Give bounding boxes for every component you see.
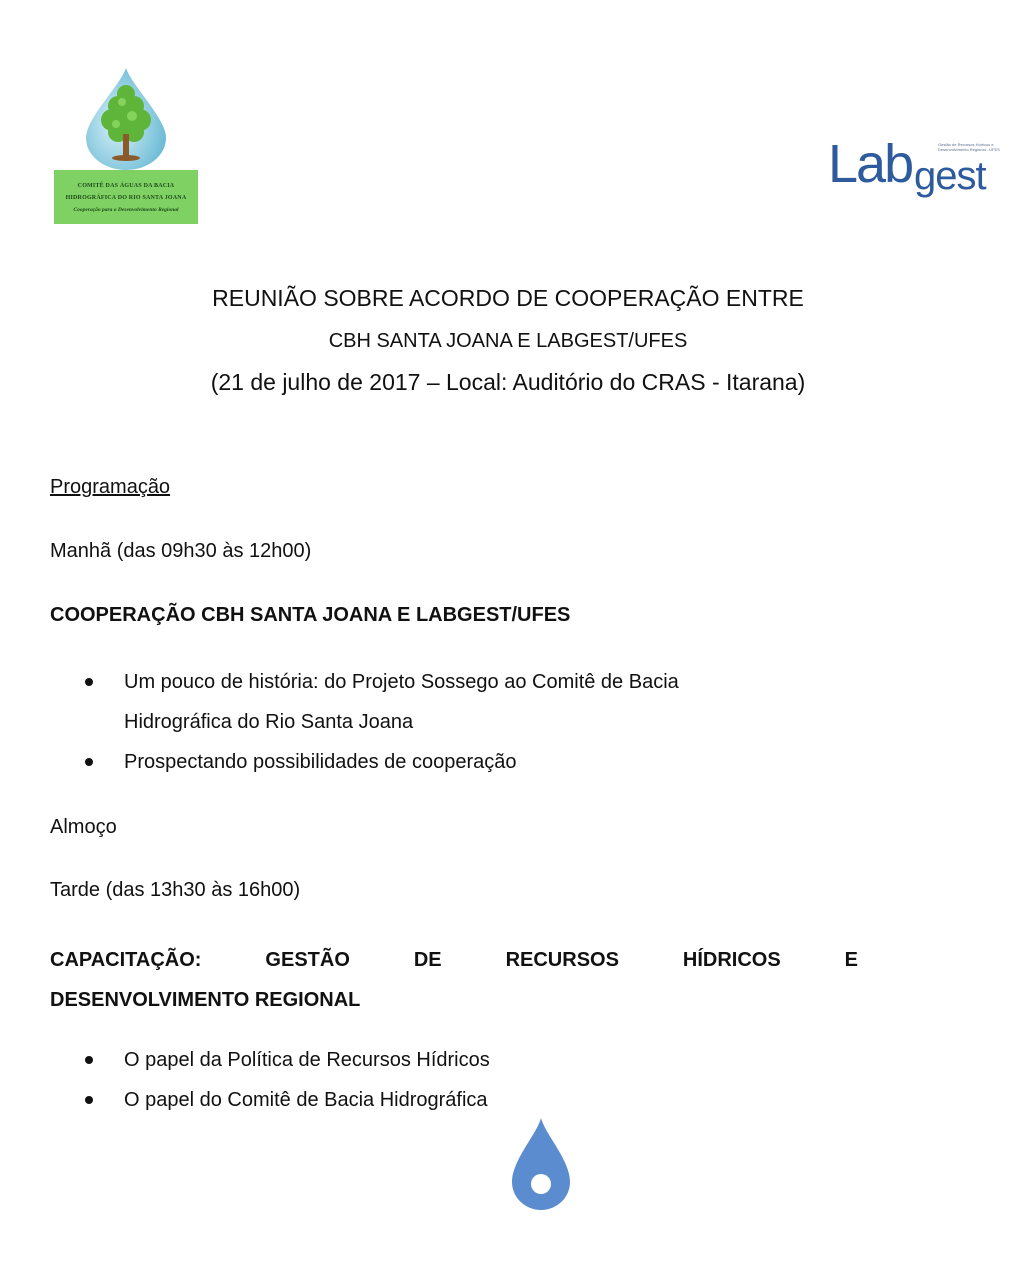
afternoon-section-heading [50, 940, 858, 1020]
list-item [50, 1080, 870, 1120]
labgest-logo [820, 130, 1000, 210]
logo-caption-line: COMITÊ DAS ÁGUAS DA BACIA [77, 183, 175, 189]
heading-word: E [844, 949, 858, 971]
list-item [50, 742, 870, 782]
heading-line [50, 940, 858, 980]
morning-section-heading: COOPERAÇÃO CBH SANTA JOANA E LABGEST/UFES [50, 604, 571, 626]
heading-word: DE [413, 949, 442, 971]
afternoon-topics-list [50, 1040, 870, 1120]
labgest-logo-gest: gest [914, 154, 986, 198]
bullet-icon [85, 1096, 93, 1104]
water-drop-icon [510, 1116, 572, 1212]
list-item-text: O papel da Política de Recursos Hídricos [124, 1049, 490, 1071]
heading-word: RECURSOS [505, 949, 619, 971]
labgest-logo-subtitle: Gestão de Recursos Hídricos e Desenvolvimento Regional - UFES [938, 142, 1000, 152]
list-item-text: Hidrográfica do Rio Santa Joana [124, 711, 414, 733]
morning-topics-list [50, 662, 870, 782]
cbh-santa-joana-logo [54, 66, 200, 224]
heading-line: DESENVOLVIMENTO REGIONAL [50, 989, 361, 1011]
list-item-text: Um pouco de história: do Projeto Sossego ao Comitê de Bacia [124, 671, 679, 693]
bullet-icon [85, 678, 93, 686]
document-subtitle: CBH SANTA JOANA E LABGEST/UFES [328, 330, 688, 352]
logo-caption [54, 170, 198, 224]
heading-word: GESTÃO [265, 949, 350, 971]
meeting-date-location: (21 de julho de 2017 – Local: Auditório do CRAS - Itarana) [210, 369, 806, 395]
list-item-text: O papel do Comitê de Bacia Hidrográfica [124, 1089, 488, 1111]
heading-word: CAPACITAÇÃO: [50, 949, 202, 971]
logo-caption-line: HIDROGRÁFICA DO RIO SANTA JOANA [65, 195, 187, 201]
tree-drop-icon [54, 66, 200, 172]
list-item [50, 1040, 870, 1080]
labgest-logo-lab: Lab [828, 134, 913, 194]
document-title: REUNIÃO SOBRE ACORDO DE COOPERAÇÃO ENTRE [212, 285, 804, 311]
programacao-heading: Programação [50, 476, 171, 498]
heading-word: HÍDRICOS [682, 949, 781, 971]
list-item [50, 662, 870, 742]
bullet-icon [85, 1056, 93, 1064]
logo-caption-tagline: Cooperação para o Desenvolvimento Regional [73, 207, 179, 213]
list-item-text: Prospectando possibilidades de cooperação [124, 751, 517, 773]
morning-session-label: Manhã (das 09h30 às 12h00) [50, 540, 312, 562]
afternoon-session-label: Tarde (das 13h30 às 16h00) [50, 879, 301, 901]
lunch-label: Almoço [50, 816, 117, 838]
bullet-icon [85, 758, 93, 766]
